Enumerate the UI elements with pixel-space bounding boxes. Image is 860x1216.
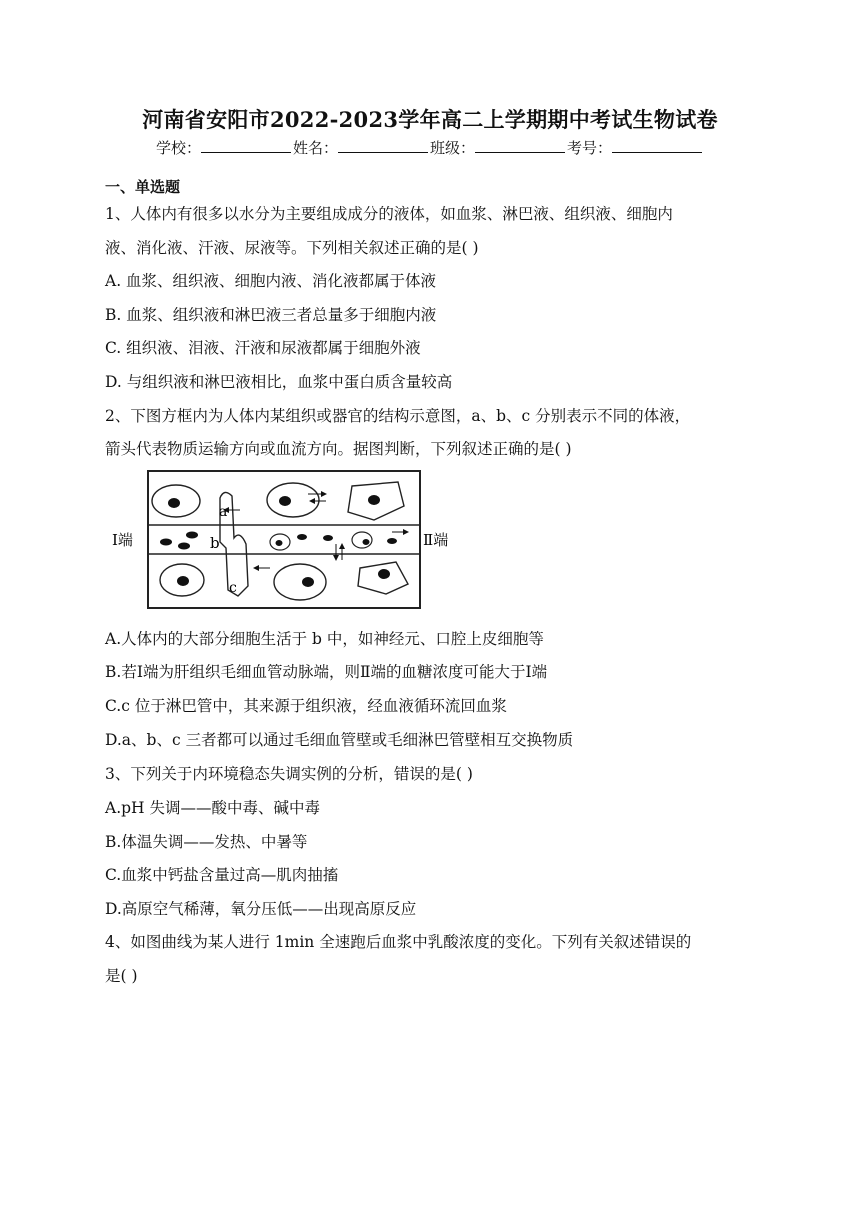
option-text: B.若Ⅰ端为肝组织毛细血管动脉端，则Ⅱ端的血糖浓度可能大于Ⅰ端 — [105, 663, 548, 681]
exam-number-blank — [612, 138, 702, 153]
option-text: D. 与组织液和淋巴液相比，血浆中蛋白质含量较高 — [105, 373, 453, 391]
student-info-row — [0, 137, 860, 158]
class-blank — [475, 138, 565, 153]
section-heading: 一、单选题 — [105, 178, 181, 196]
option-text: D.高原空气稀薄，氧分压低——出现高原反应 — [105, 900, 417, 918]
name-blank — [338, 138, 428, 153]
question-text: 2、下图方框内为人体内某组织或器官的结构示意图，a、b、c 分别表示不同的体液， — [105, 407, 691, 425]
option-text: A.pH 失调——酸中毒、碱中毒 — [105, 799, 320, 817]
label-end-ii: Ⅱ端 — [423, 531, 449, 549]
option-text: A.人体内的大部分细胞生活于 b 中，如神经元、口腔上皮细胞等 — [105, 630, 544, 648]
option-text: B. 血浆、组织液和淋巴液三者总量多于细胞内液 — [105, 306, 437, 324]
school-blank — [201, 138, 291, 153]
tissue-structure-figure — [112, 468, 457, 613]
label-end-i: Ⅰ端 — [112, 531, 133, 549]
question-text: 液、消化液、汗液、尿液等。下列相关叙述正确的是( ) — [105, 239, 479, 257]
tissue-structure-diagram — [112, 468, 457, 613]
name-label: 姓名： — [292, 139, 338, 157]
question-text: 1、人体内有很多以水分为主要组成成分的液体，如血浆、淋巴液、组织液、细胞内 — [105, 205, 673, 223]
option-text: B.体温失调——发热、中暑等 — [105, 833, 308, 851]
label-a: a — [219, 504, 228, 520]
class-label: 班级： — [430, 139, 476, 157]
option-text: C.血浆中钙盐含量过高—肌肉抽搐 — [105, 866, 339, 884]
option-text: D.a、b、c 三者都可以通过毛细血管壁或毛细淋巴管壁相互交换物质 — [105, 731, 574, 749]
option-text: C. 组织液、泪液、汗液和尿液都属于细胞外液 — [105, 339, 421, 357]
question-text: 4、如图曲线为某人进行 1min 全速跑后血浆中乳酸浓度的变化。下列有关叙述错误的 — [105, 933, 692, 951]
question-text: 3、下列关于内环境稳态失调实例的分析，错误的是( ) — [105, 765, 473, 783]
question-text: 是( ) — [105, 967, 138, 985]
school-label: 学校： — [155, 139, 201, 157]
label-c: c — [229, 580, 237, 596]
exam-number-label: 考号： — [567, 139, 613, 157]
option-text: C.c 位于淋巴管中，其来源于组织液，经血液循环流回血浆 — [105, 697, 507, 715]
option-text: A. 血浆、组织液、细胞内液、消化液都属于体液 — [105, 272, 437, 290]
question-text: 箭头代表物质运输方向或血流方向。据图判断，下列叙述正确的是( ) — [105, 440, 572, 458]
exam-title: 河南省安阳市2022-2023学年高二上学期期中考试生物试卷 — [142, 107, 718, 132]
label-b: b — [210, 534, 220, 552]
